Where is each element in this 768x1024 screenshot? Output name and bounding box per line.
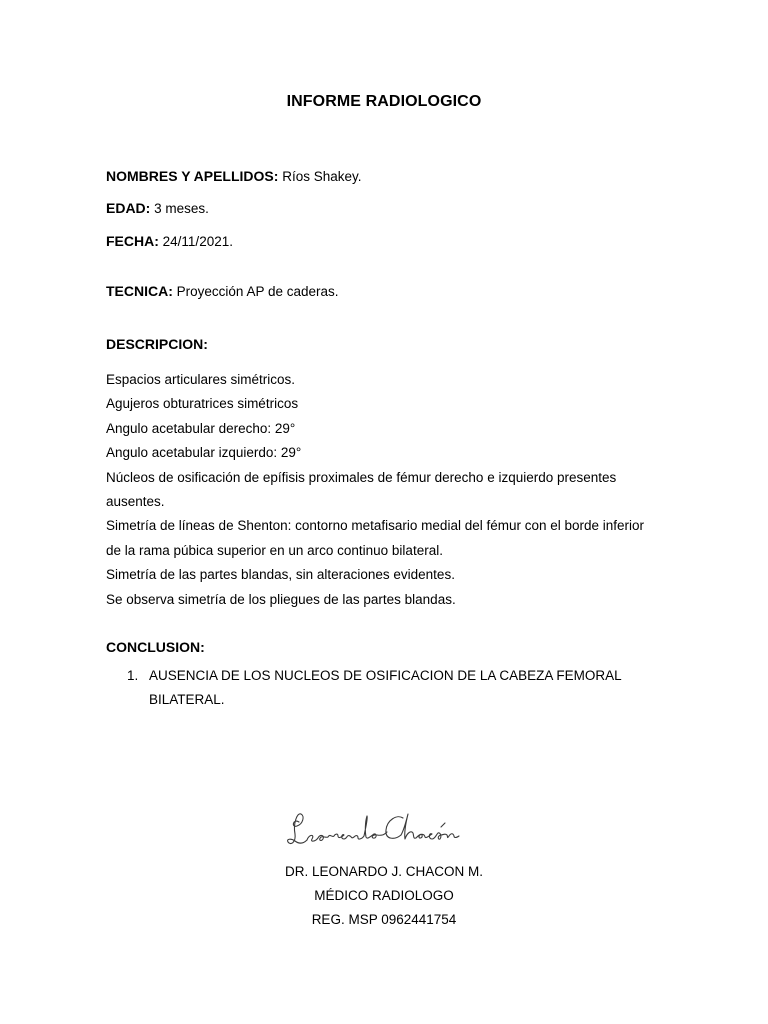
description-line: Agujeros obturatrices simétricos [106, 396, 299, 412]
description-line: Angulo acetabular derecho: 29° [106, 420, 296, 436]
conclusion-heading: CONCLUSION: [106, 639, 205, 655]
patient-age-row [106, 199, 209, 218]
description-line: Se observa simetría de los pliegues de las partes blandas. [106, 591, 456, 607]
report-date-label: FECHA: [106, 233, 159, 249]
description-line: de la rama púbica superior en un arco continuo bilateral. [106, 542, 443, 558]
signer-name: DR. LEONARDO J. CHACON M. [284, 864, 484, 879]
signature-image [285, 806, 470, 856]
signer-role: MÉDICO RADIOLOGO [314, 888, 454, 903]
report-date-value: 24/11/2021. [162, 234, 233, 249]
description-line: Espacios articulares simétricos. [106, 372, 296, 387]
conclusion-list [127, 664, 667, 712]
technique-label: TECNICA: [106, 283, 173, 299]
report-date-row [106, 232, 233, 251]
patient-name-row [106, 167, 362, 186]
description-heading: DESCRIPCION: [106, 336, 208, 352]
signer-block [0, 860, 768, 932]
patient-name-value: Ríos Shakey. [282, 169, 362, 184]
patient-age-value: 3 meses. [154, 201, 209, 216]
signer-registration: REG. MSP 0962441754 [311, 912, 457, 927]
description-line: ausentes. [106, 494, 165, 510]
conclusion-item [127, 664, 667, 712]
description-body [106, 368, 666, 612]
conclusion-item-text: AUSENCIA DE LOS NUCLEOS DE OSIFICACION DE LA CABEZA FEMORAL BILATERAL. [149, 668, 622, 707]
report-title: INFORME RADIOLOGICO [286, 93, 482, 110]
technique-row [106, 282, 339, 301]
description-line: Núcleos de osificación de epífisis proximales de fémur derecho e izquierdo presentes [106, 469, 617, 485]
patient-name-label: NOMBRES Y APELLIDOS: [106, 168, 279, 184]
conclusion-item-number: 1. [127, 668, 139, 683]
description-line: Simetría de las partes blandas, sin alteraciones evidentes. [106, 567, 455, 583]
description-line: Angulo acetabular izquierdo: 29° [106, 445, 302, 461]
description-line: Simetría de líneas de Shenton: contorno metafisario medial del fémur con el borde inferior [106, 518, 645, 534]
technique-value: Proyección AP de caderas. [176, 284, 339, 299]
patient-age-label: EDAD: [106, 200, 151, 216]
